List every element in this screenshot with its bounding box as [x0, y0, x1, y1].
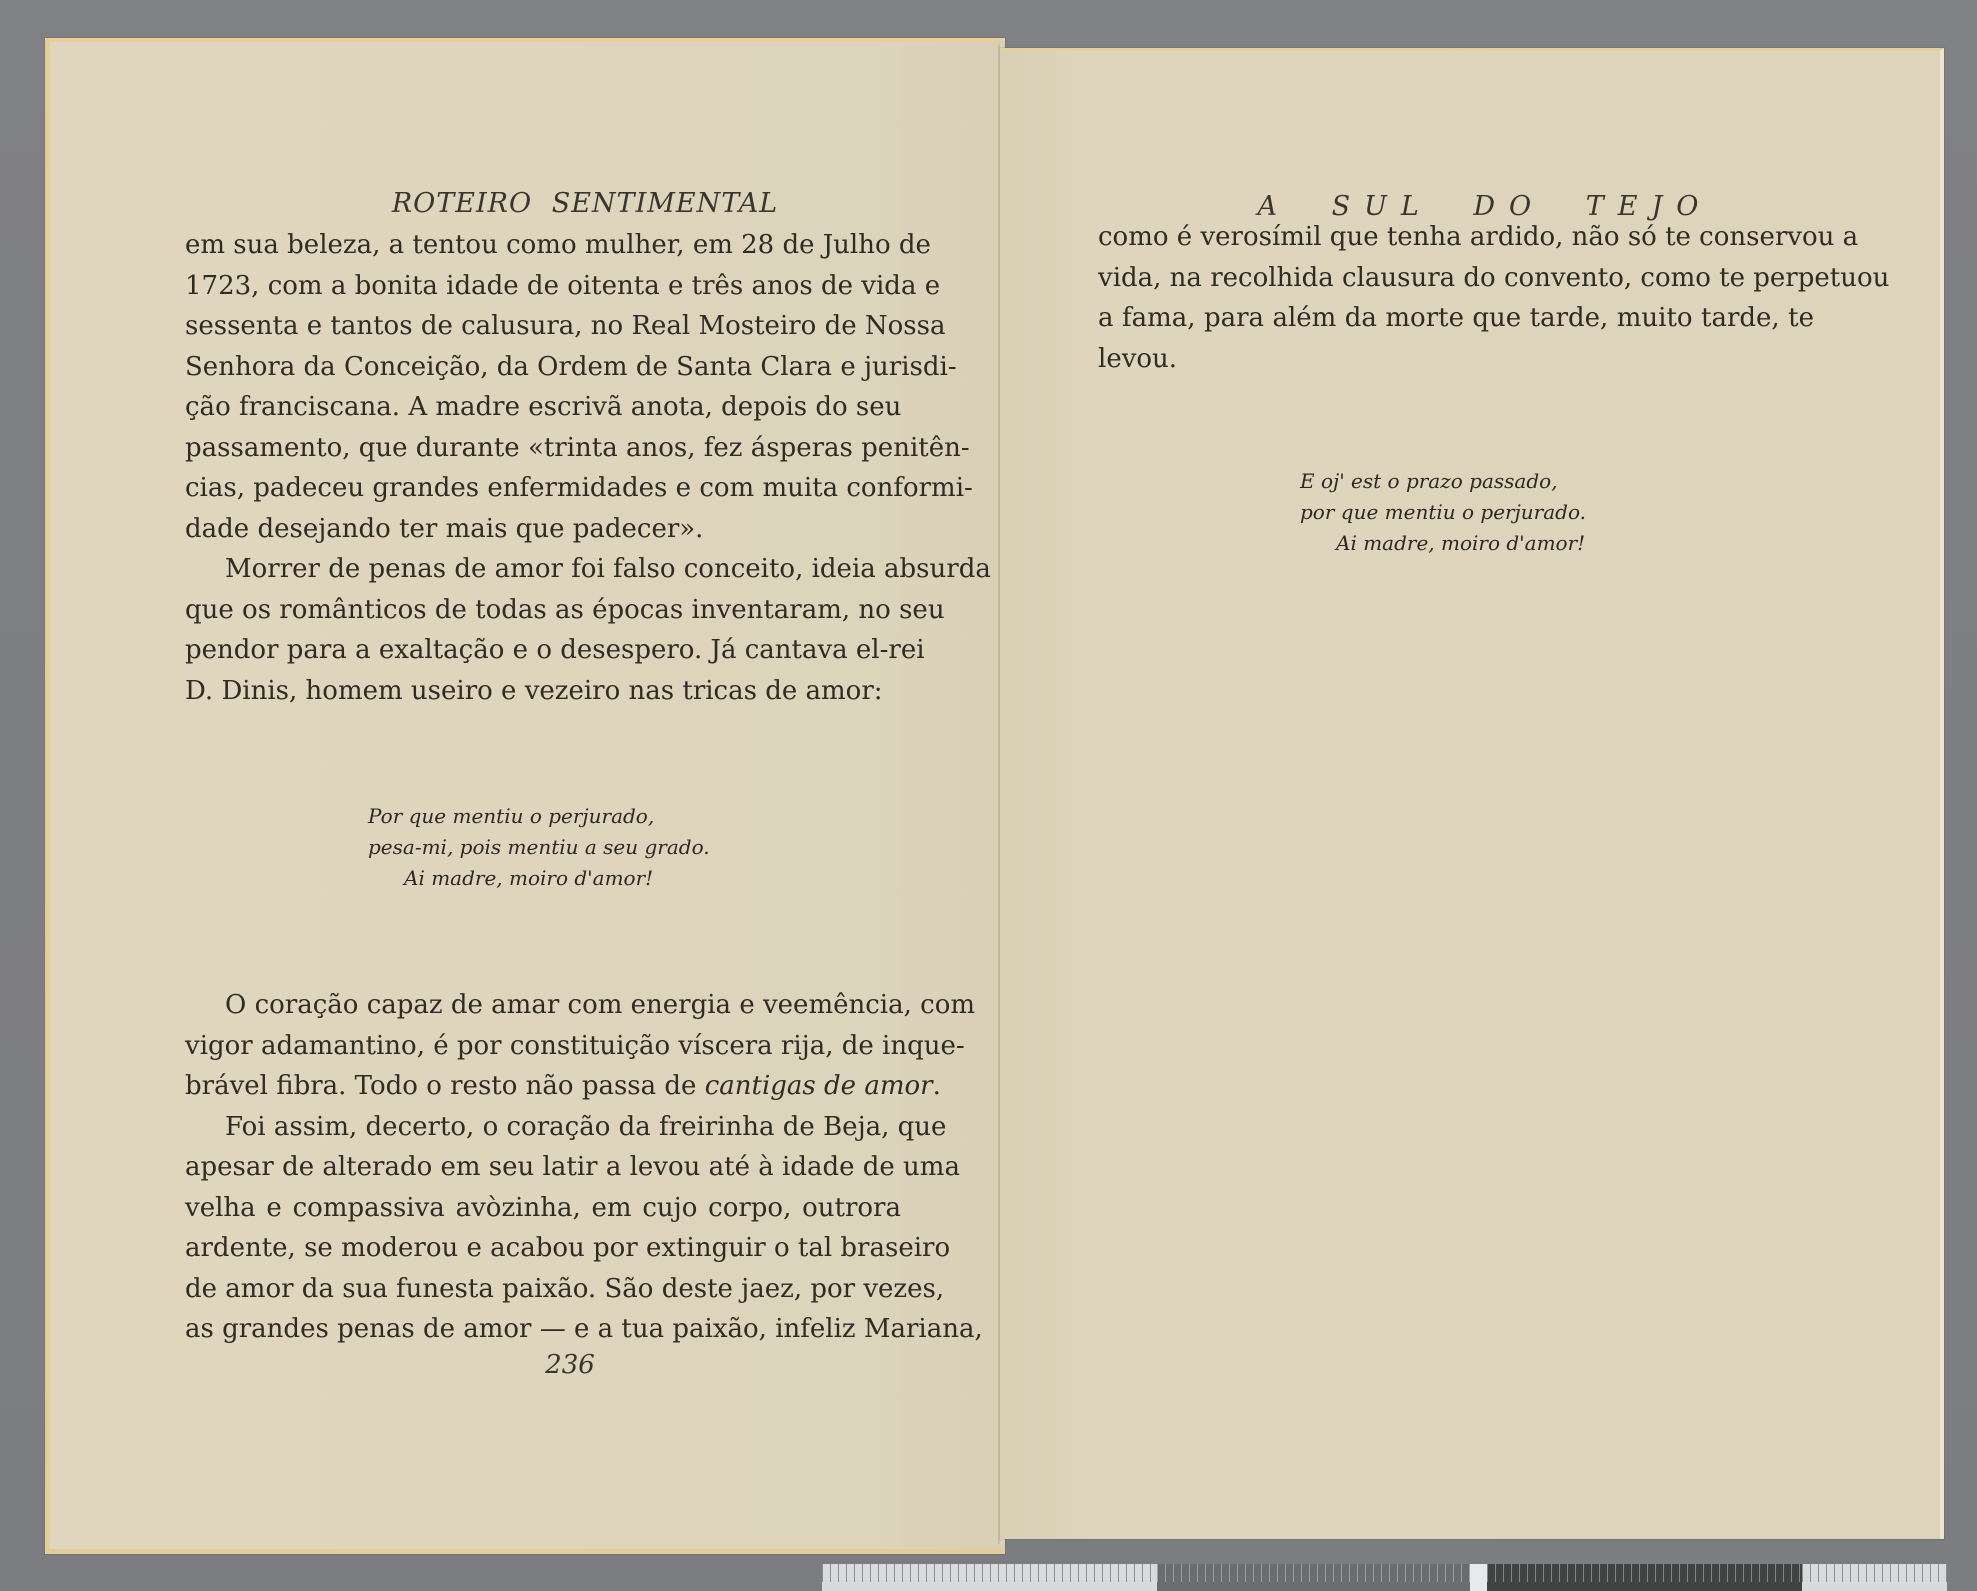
right-page	[1000, 48, 1944, 1539]
text-line: apesar de alterado em seu latir a levou até à idade de uma	[185, 1152, 960, 1182]
ruler-segment	[822, 1564, 1157, 1591]
text-line: as grandes penas de amor — e a tua paixão, infeliz Mariana,	[185, 1314, 983, 1344]
right-verse	[1300, 466, 1586, 559]
text-fragment: .	[932, 1071, 941, 1101]
text-line: Foi assim, decerto, o coração da freirinha de Beja, que	[225, 1111, 947, 1142]
text-line: velha e compassiva avòzinha, em cujo corpo, outrora	[185, 1192, 901, 1223]
text-line: Morrer de penas de amor foi falso conceito, ideia absurda	[225, 554, 991, 584]
text-line: em sua beleza, a tentou como mulher, em 28 de Julho de	[185, 230, 931, 260]
italic-phrase: cantigas de amor	[704, 1071, 933, 1101]
text-line: vida, na recolhida clausura do convento, como te perpetuou	[1098, 262, 1890, 293]
left-page	[45, 38, 1005, 1554]
verse-line: Ai madre, moiro d'amor!	[1336, 531, 1586, 555]
text-line: a fama, para além da morte que tarde, muito tarde, te	[1098, 303, 1814, 333]
text-line: passamento, que durante «trinta anos, fez ásperas penitên-	[185, 432, 970, 463]
text-line: levou.	[1098, 343, 1178, 374]
running-head-right: A SUL DO TEJO	[1257, 191, 1713, 222]
text-line: ção franciscana. A madre escrivã anota, depois do seu	[185, 392, 902, 422]
text-line: cias, padeceu grandes enfermidades e com muita conformi-	[185, 473, 973, 503]
ruler-segment	[1157, 1564, 1470, 1591]
text-line: Senhora da Conceição, da Ordem de Santa Clara e jurisdi-	[185, 351, 957, 382]
ruler-segment	[1802, 1564, 1947, 1591]
running-head-left: ROTEIRO SENTIMENTAL	[391, 188, 779, 219]
text-line: D. Dinis, homem useiro e vezeiro nas tricas de amor:	[185, 675, 883, 706]
left-paragraph-3	[185, 985, 983, 1350]
scale-ruler	[822, 1564, 1947, 1591]
ruler-segment	[1487, 1564, 1802, 1591]
text-line: como é verosímil que tenha ardido, não só te conservou a	[1098, 222, 1859, 252]
text-line	[185, 1066, 941, 1107]
text-line: 1723, com a bonita idade de oitenta e três anos de vida e	[185, 270, 941, 301]
verse-line: Ai madre, moiro d'amor!	[404, 866, 654, 890]
right-paragraph	[1098, 217, 1890, 379]
text-line: vigor adamantino, é por constituição víscera rija, de inque-	[185, 1030, 965, 1061]
text-line: que os românticos de todas as épocas inventaram, no seu	[185, 594, 945, 625]
left-paragraph-1	[185, 225, 991, 711]
ruler-segment	[1470, 1564, 1487, 1591]
verse-line: por que mentiu o perjurado.	[1300, 500, 1587, 524]
left-verse	[368, 801, 710, 894]
verse-line: Por que mentiu o perjurado,	[368, 804, 655, 828]
verse-line: E oj' est o prazo passado,	[1300, 469, 1558, 493]
page-number: 236	[545, 1350, 595, 1380]
text-line: pendor para a exaltação e o desespero. Já cantava el-rei	[185, 635, 925, 665]
text-line: ardente, se moderou e acabou por extinguir o tal braseiro	[185, 1233, 951, 1263]
text-line: O coração capaz de amar com energia e veemência, com	[225, 990, 976, 1020]
text-line: sessenta e tantos de calusura, no Real Mosteiro de Nossa	[185, 311, 946, 341]
verse-line: pesa-mi, pois mentiu a seu grado.	[368, 835, 710, 859]
text-fragment: brável fibra. Todo o resto não passa de	[185, 1071, 705, 1101]
text-line: dade desejando ter mais que padecer».	[185, 513, 704, 544]
text-line: de amor da sua funesta paixão. São deste jaez, por vezes,	[185, 1273, 945, 1304]
